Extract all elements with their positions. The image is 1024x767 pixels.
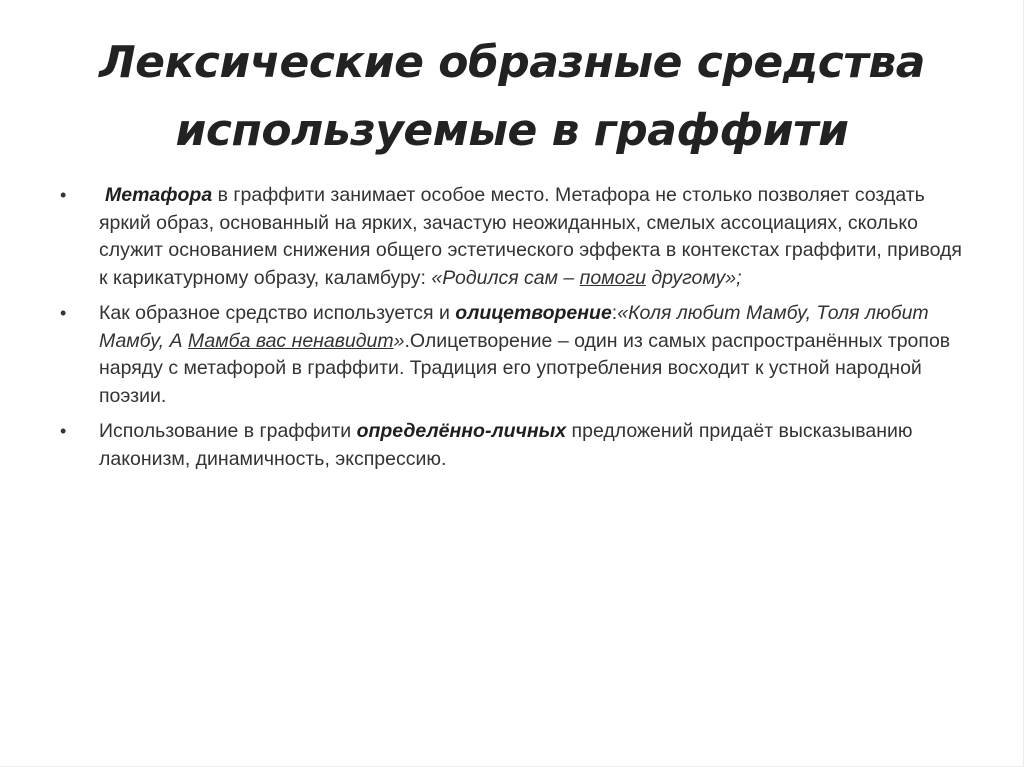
- personification-quote-underlined: Мамба вас ненавидит: [187, 329, 394, 352]
- term-definite-personal: определённо-личных: [356, 420, 567, 442]
- title-line-1: Лексические образные средства: [99, 37, 925, 89]
- personification-quote-end: »: [393, 329, 405, 352]
- slide-title: [60, 29, 964, 165]
- bullet-marker: •: [60, 421, 67, 441]
- metaphor-quote-end: другому»;: [645, 266, 742, 289]
- title-line-2: используемые в граффити: [175, 105, 849, 157]
- personification-quote-start: «Коля любит Мамбу, Толя любит Мамбу, А: [99, 302, 929, 352]
- bullet-item-definite-personal: [60, 418, 970, 473]
- term-personification: олицетворение: [455, 302, 612, 324]
- personification-intro: Как образное средство используется и: [99, 302, 456, 324]
- bullet-marker: •: [60, 185, 67, 205]
- bullet-item-metaphor: [60, 182, 970, 292]
- definite-personal-text: предложений придаёт высказыванию лаконизм, динамичность, экспрессию.: [99, 420, 913, 470]
- metaphor-quote-start: «Родился сам –: [431, 266, 580, 289]
- personification-text: .Олицетворение – один из самых распространённых тропов наряду с метафорой в граффити. Традиция его употребления восходит к устной народной поэзии.: [99, 329, 951, 407]
- bullet-item-personification: [60, 300, 970, 410]
- term-metaphor: Метафора: [105, 184, 213, 206]
- definite-personal-intro: Использование в граффити: [99, 420, 357, 442]
- bullet-list: [60, 182, 970, 481]
- metaphor-quote-underlined: помоги: [579, 266, 646, 289]
- metaphor-text: в граффити занимает особое место. Метафора не столько позволяет создать яркий образ, основанный на ярких, зачастую неожиданных, смелых ассоциациях, сколько служит основанием снижения общего эстетического эффекта в контекстах граффити, приводя к карикатурному образу, каламбуру:: [99, 184, 962, 289]
- bullet-marker: •: [60, 303, 67, 323]
- personification-colon: :: [611, 302, 618, 324]
